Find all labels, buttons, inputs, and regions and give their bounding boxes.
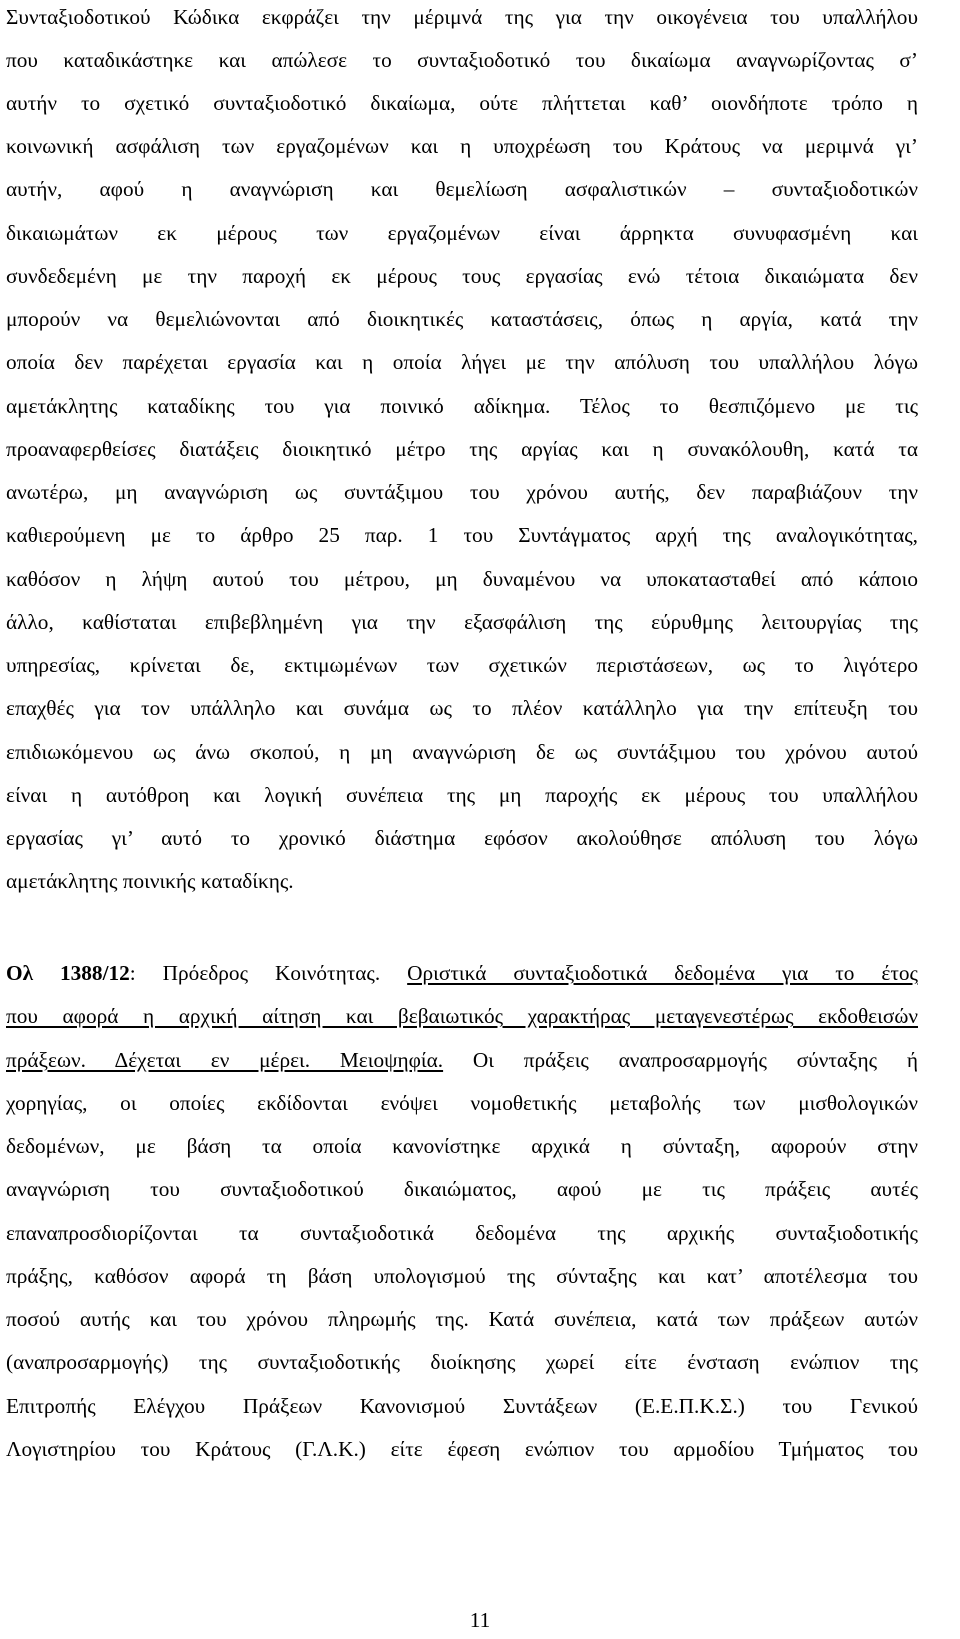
case-summary-underlined: πράξεων. Δέχεται εν μέρει. Μειοψηφία. (6, 1048, 444, 1072)
text-line: αμετάκλητης ποινικής καταδίκης. (6, 869, 294, 893)
text-line: Λογιστηρίου του Κράτους (Γ.Λ.Κ.) είτε έφεση ενώπιον του αρμοδίου Τμήματος του (6, 1437, 918, 1461)
text-line: επιδιωκόμενου ως άνω σκοπού, η μη αναγνώριση δε ως συντάξιμου του χρόνου αυτού (6, 740, 918, 764)
text-line: συνδεδεμένη με την παροχή εκ μέρους τους εργασίας ενώ τέτοια δικαιώματα δεν (6, 264, 918, 288)
text-line: καθόσον η λήψη αυτού του μέτρου, μη δυναμένου να υποκατασταθεί από κάποιο (6, 567, 918, 591)
text-line: μπορούν να θεμελιώνονται από διοικητικές καταστάσεις, όπως η αργία, κατά την (6, 307, 918, 331)
text-line: οποία δεν παρέχεται εργασία και η οποία λήγει με την απόλυση του υπαλλήλου λόγω (6, 350, 918, 374)
text-line (6, 1305, 918, 1333)
text-line: εργασίας γι’ αυτό το χρονικό διάστημα εφόσον ακολούθησε απόλυση του λόγω (6, 826, 918, 850)
text-line: χορηγίας, οι οποίες εκδίδονται ενόψει νομοθετικής μεταβολής των μισθολογικών (6, 1091, 918, 1115)
text-line: αναγνώριση του συνταξιοδοτικού δικαιώματος, αφού με τις πράξεις αυτές (6, 1177, 918, 1201)
text-run: Οι πράξεις αναπροσαρμογής σύνταξης ή (443, 1048, 919, 1072)
text-line: Επιτροπής Ελέγχου Πράξεων Κανονισμού Συντάξεων (Ε.Ε.Π.Κ.Σ.) του Γενικού (6, 1394, 918, 1418)
text-line: δικαιωμάτων εκ μέρους των εργαζομένων είναι άρρηκτα συνυφασμένη και (6, 221, 918, 245)
case-heading-line (6, 959, 918, 987)
text-line: άλλο, καθίσταται επιβεβλημένη για την εξασφάλιση της εύρυθμης λειτουργίας της (6, 610, 918, 634)
text-line: Συνταξιοδοτικού Κώδικα εκφράζει την μέριμνά της για την οικογένεια του υπαλλήλου (6, 5, 918, 29)
text-line: προαναφερθείσες διατάξεις διοικητικό μέτρο της αργίας και η συνακόλουθη, κατά τα (6, 437, 918, 461)
text-line: κοινωνική ασφάλιση των εργαζομένων και η υποχρέωση του Κράτους να μεριμνά γι’ (6, 134, 918, 158)
text-line: (αναπροσαρμογής) της συνταξιοδοτικής διοίκησης χωρεί είτε ένσταση ενώπιον της (6, 1350, 918, 1374)
case-subject: : Πρόεδρος Κοινότητας. (129, 961, 381, 985)
text-line: επαναπροσδιορίζονται τα συνταξιοδοτικά δεδομένα της αρχικής συνταξιοδοτικής (6, 1221, 918, 1245)
text-line: πράξης, καθόσον αφορά τη βάση υπολογισμού της σύνταξης και κατ’ αποτέλεσμα του (6, 1264, 918, 1288)
text-line (6, 1002, 918, 1030)
text-line: αυτήν το σχετικό συνταξιοδοτικό δικαίωμα, ούτε πλήττεται καθ’ οιονδήποτε τρόπο η (6, 91, 918, 115)
text-run: ποσού αυτής και του χρόνου πληρωμής της. (6, 1307, 469, 1331)
case-summary-underlined: που αφορά η αρχική αίτηση και βεβαιωτικός χαρακτήρας μεταγενεστέρως εκδοθεισών (6, 1004, 918, 1028)
text-line: επαχθές για τον υπάλληλο και συνάμα ως το πλέον κατάλληλο για την επίτευξη του (6, 696, 918, 720)
case-summary-underlined: Οριστικά συνταξιοδοτικά δεδομένα για το έτος (407, 961, 918, 985)
case-reference: Ολ 1388/12 (6, 961, 130, 985)
page-number: 11 (469, 1608, 491, 1632)
text-line: αυτήν, αφού η αναγνώριση και θεμελίωση ασφαλιστικών – συνταξιοδοτικών (6, 177, 918, 201)
text-line: καθιερούμενη με το άρθρο 25 παρ. 1 του Συντάγματος αρχή της αναλογικότητας, (6, 523, 918, 547)
text-line: υπηρεσίας, κρίνεται δε, εκτιμωμένων των σχετικών περιστάσεων, ως το λιγότερο (6, 653, 918, 677)
text-line: δεδομένων, με βάση τα οποία κανονίστηκε αρχικά η σύνταξη, αφορούν στην (6, 1134, 918, 1158)
text-line: αμετάκλητης καταδίκης του για ποινικό αδίκημα. Τέλος το θεσπιζόμενο με τις (6, 394, 918, 418)
text-line: ανωτέρω, μη αναγνώριση ως συντάξιμου του χρόνου αυτής, δεν παραβιάζουν την (6, 480, 918, 504)
text-line (6, 1046, 918, 1074)
text-line: είναι η αυτόθροη και λογική συνέπεια της μη παροχής εκ μέρους του υπαλλήλου (6, 783, 918, 807)
text-line: που καταδικάστηκε και απώλεσε το συνταξιοδοτικό του δικαίωμα αναγνωρίζοντας σ’ (6, 48, 918, 72)
text-run: Κατά συνέπεια, κατά των πράξεων αυτών (468, 1307, 918, 1331)
